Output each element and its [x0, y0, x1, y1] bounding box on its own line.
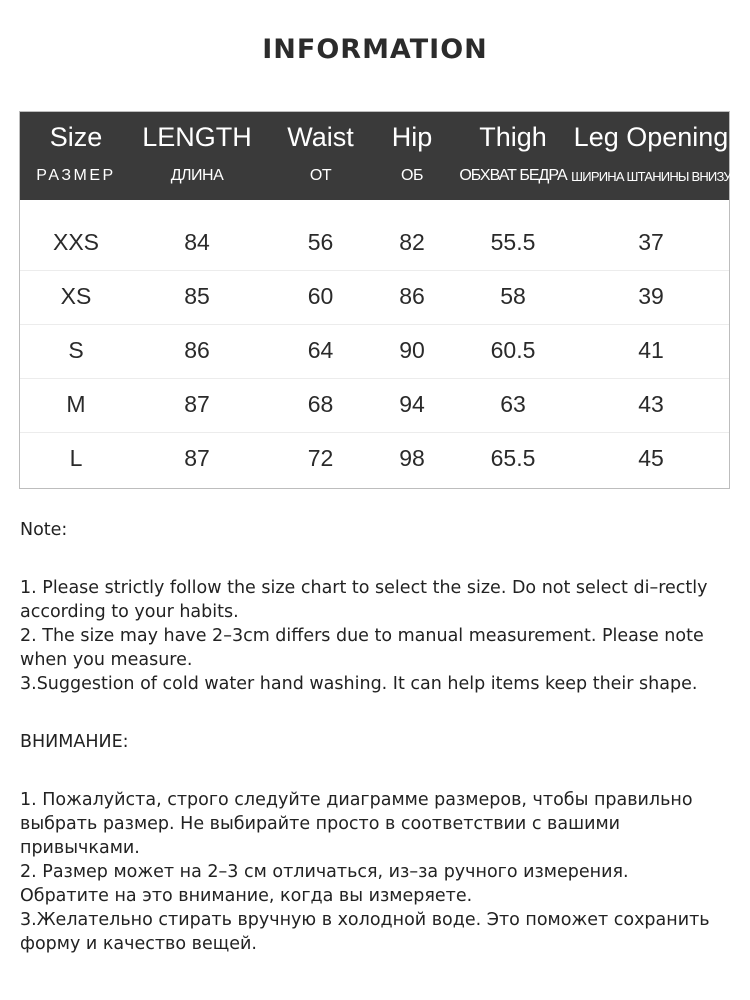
- table-cell: 41: [638, 337, 664, 363]
- header-waist: [262, 112, 379, 200]
- table-cell: 84: [184, 229, 210, 255]
- table-row: [20, 323, 729, 379]
- note-item-ru-3: 3.Желательно стирать вручную в холодной воде. Это поможет сохранить форму и качество вещей.: [20, 910, 710, 954]
- table-cell: 86: [184, 337, 210, 363]
- header-waist-en: Waist: [287, 122, 354, 152]
- page-title: INFORMATION: [262, 34, 488, 65]
- table-cell: 86: [399, 283, 425, 309]
- header-thigh-ru: ОБХВАТ БЕДРА: [459, 167, 567, 184]
- header-length-ru: ДЛИНА: [170, 167, 224, 184]
- table-cell: 63: [500, 391, 526, 417]
- header-leg-opening-en: Leg Opening: [573, 122, 729, 152]
- table-cell: M: [66, 391, 86, 417]
- table-cell: 45: [638, 445, 664, 471]
- table-cell: 43: [638, 391, 664, 417]
- header-size: [20, 112, 132, 200]
- table-row: [20, 269, 729, 325]
- table-cell: 98: [399, 445, 425, 471]
- table-cell: 37: [638, 229, 664, 255]
- notes-section: [20, 518, 720, 956]
- header-length: [132, 112, 262, 200]
- header-thigh: [445, 112, 581, 200]
- table-row: [20, 377, 729, 433]
- table-cell: 56: [307, 229, 334, 255]
- table-cell: 60.5: [490, 337, 536, 363]
- table-cell: 87: [184, 445, 210, 471]
- table-cell: 65.5: [490, 445, 536, 471]
- table-cell: XXS: [52, 229, 100, 255]
- header-thigh-en: Thigh: [479, 122, 547, 152]
- note-item-en-1: 1. Please strictly follow the size chart to select the size. Do not select di–rectly according to your habits.: [20, 578, 708, 622]
- table-cell: 58: [500, 283, 526, 309]
- header-leg-opening-ru: ШИРИНА ШТАНИНЫ ВНИЗУ: [571, 169, 731, 184]
- table-cell: 72: [307, 445, 334, 471]
- note-item-ru-2: 2. Размер может на 2–3 см отличаться, из–за ручного измерения. Обратите на это внимание, когда вы измеряете.: [20, 862, 629, 906]
- header-size-ru: РАЗМЕР: [36, 167, 116, 184]
- note-item-ru-1: 1. Пожалуйста, строго следуйте диаграмме размеров, чтобы правильно выбрать размер. Не выбирайте просто в соответствии с вашими привычками.: [20, 790, 693, 858]
- table-cell: 39: [638, 283, 664, 309]
- header-hip: [379, 112, 445, 200]
- header-length-en: LENGTH: [142, 122, 252, 152]
- table-cell: 94: [399, 391, 425, 417]
- size-chart-table: [19, 111, 730, 489]
- header-waist-ru: ОТ: [309, 167, 332, 184]
- table-row: [20, 215, 729, 271]
- notes-heading-en: Note:: [20, 520, 68, 540]
- table-cell: 85: [184, 283, 210, 309]
- header-hip-ru: ОБ: [401, 167, 423, 184]
- table-cell: 64: [307, 337, 334, 363]
- table-cell: XS: [60, 283, 92, 309]
- table-cell: 68: [307, 391, 334, 417]
- table-cell: L: [69, 445, 83, 471]
- table-row: [20, 431, 729, 486]
- table-cell: 55.5: [490, 229, 536, 255]
- table-header: [20, 112, 729, 200]
- note-item-en-2: 2. The size may have 2–3cm differs due to manual measurement. Please note when you measure.: [20, 626, 704, 670]
- note-item-en-3: 3.Suggestion of cold water hand washing. It can help items keep their shape.: [20, 674, 698, 694]
- table-cell: 82: [399, 229, 425, 255]
- table-cell: 60: [307, 283, 334, 309]
- header-size-en: Size: [49, 122, 103, 152]
- header-leg-opening: [571, 112, 731, 200]
- table-cell: S: [68, 337, 84, 363]
- table-cell: 87: [184, 391, 210, 417]
- notes-heading-ru: ВНИМАНИЕ:: [20, 732, 129, 752]
- header-hip-en: Hip: [391, 122, 433, 152]
- table-cell: 90: [399, 337, 425, 363]
